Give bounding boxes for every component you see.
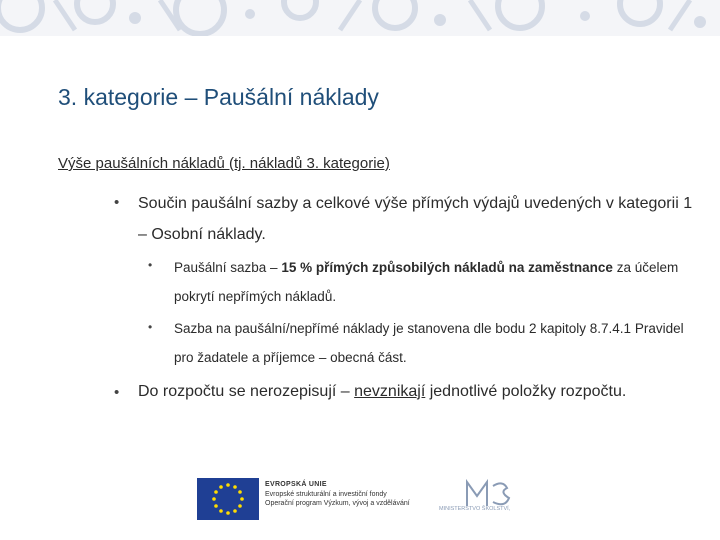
decorative-header-banner bbox=[0, 0, 720, 36]
bullet-item-1 bbox=[138, 188, 698, 250]
bullet-1-emphasis-direct-costs: celkové výše přímých výdajů uvedených v kategorii 1 – Osobní náklady bbox=[138, 195, 693, 243]
ministry-label: MINISTERSTVO ŠKOLSTVÍ, bbox=[439, 506, 511, 512]
ministry-emblem-icon bbox=[447, 478, 527, 508]
section-subheading: Výše paušálních nákladů (tj. nákladů 3. kategorie) bbox=[58, 155, 390, 172]
eu-flag-icon bbox=[197, 478, 259, 520]
sub-bullet-marker: • bbox=[148, 258, 153, 272]
sub-bullet-item-2: Sazba na paušální/nepřímé náklady je stanovena dle bodu 2 kapitoly 8.7.4.1 Pravidel pro žadatele a příjemce – obecná část. bbox=[174, 321, 684, 365]
sub-bullet-1-text-part: Paušální sazba – bbox=[174, 260, 282, 275]
ministry-logo bbox=[439, 478, 527, 522]
bullet-1-text-part: a bbox=[298, 195, 316, 212]
bullet-2-underlined-word: nevznikají bbox=[354, 383, 426, 400]
eu-funding-text bbox=[265, 480, 410, 509]
operational-programme-line: Operační program Výzkum, vývoj a vzdělávání bbox=[265, 500, 410, 507]
banner-pattern-graphic bbox=[0, 0, 720, 36]
bullet-marker: • bbox=[114, 194, 120, 211]
sub-bullet-1-emphasis: 15 % přímých způsobilých nákladů na zaměstnance bbox=[281, 260, 613, 275]
bullet-1-text-part: Součin bbox=[138, 195, 192, 212]
sub-bullet-item-1 bbox=[174, 253, 694, 311]
footer-logo-bar bbox=[197, 478, 627, 522]
bullet-1-emphasis-flat-rate: paušální sazby bbox=[191, 195, 299, 212]
bullet-1-text-part: . bbox=[261, 226, 266, 243]
sub-bullet-1-text-part: za účelem pokrytí nepřímých nákladů. bbox=[174, 260, 679, 304]
eu-funds-line: Evropské strukturální a investiční fondy bbox=[265, 490, 387, 498]
bullet-item-2 bbox=[138, 376, 638, 407]
bullet-marker: • bbox=[114, 384, 120, 401]
slide-title: 3. kategorie – Paušální náklady bbox=[58, 84, 379, 110]
bullet-2-text-part: Do rozpočtu se nerozepisují – bbox=[138, 383, 355, 400]
bullet-2-text-part: jednotlivé položky rozpočtu. bbox=[425, 383, 627, 400]
eu-heading: EVROPSKÁ UNIE bbox=[265, 481, 327, 488]
sub-bullet-marker: • bbox=[148, 320, 153, 334]
